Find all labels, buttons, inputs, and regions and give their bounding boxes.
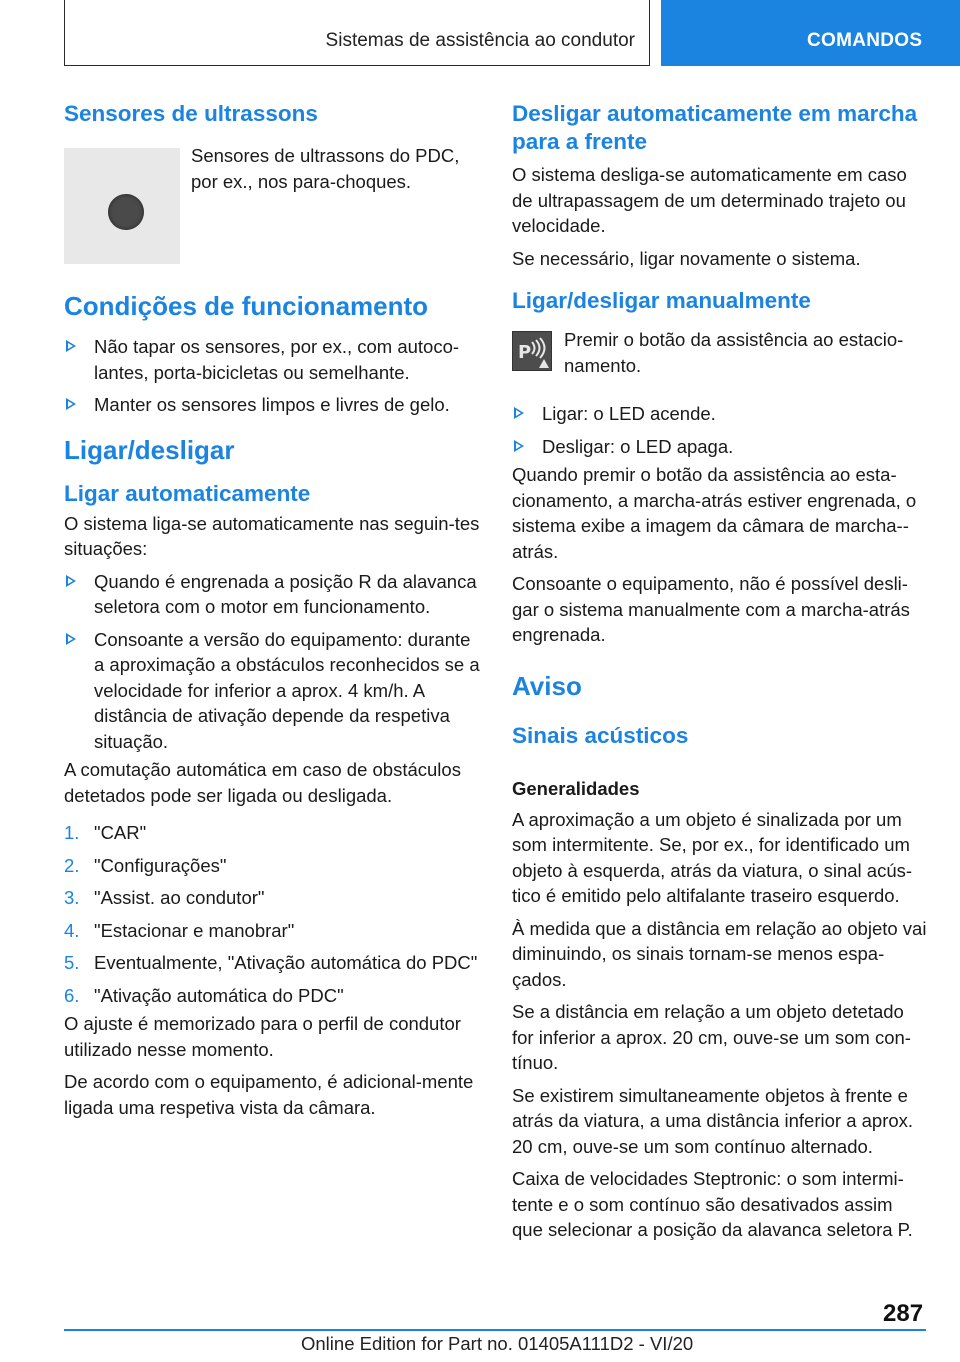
gen-p3: Se a distância em relação a um objeto detetado for inferior a aprox. 20 cm, ouve-se um som con-tínuo. [512, 1001, 911, 1073]
heading-sensores: Sensores de ultrassons [64, 101, 318, 126]
heading-manual: Ligar/desligar manualmente [512, 288, 811, 313]
header-chapter-title: COMANDOS [807, 30, 923, 51]
header-chapter-tab [661, 0, 960, 66]
heading-aviso: Aviso [512, 670, 582, 701]
sensor-icon [108, 194, 144, 230]
sensor-figure-row [64, 100, 482, 228]
memo-text: O ajuste é memorizado para o perfil de condutor utilizado nesse momento. [64, 1013, 461, 1060]
list-item: Quando é engrenada a posição R da alavanca seletora com o motor em funcionamento. [64, 569, 482, 620]
triangle-bullet-icon [66, 633, 76, 645]
list-item: 5. Eventualmente, "Ativação automática do PDC" [64, 952, 478, 973]
heading-ligar-auto: Ligar automaticamente [64, 480, 311, 506]
desligar-text: O sistema desliga-se automaticamente em caso de ultrapassagem de um determinado trajeto ou velocidade. [512, 164, 907, 236]
heading-ligar-desligar: Ligar/desligar [64, 434, 235, 465]
left-column [64, 100, 482, 1127]
page-number: 287 [883, 1300, 924, 1327]
gen-p2: À medida que a distância em relação ao objeto vai diminuindo, os sinais tornam-se menos espa-çados. [512, 917, 927, 990]
triangle-bullet-icon [514, 440, 524, 452]
park-assist-button-row [512, 325, 928, 401]
footer-divider [64, 1329, 926, 1331]
auto-note: A comutação automática em caso de obstáculos detetados pode ser ligada ou desligada. [64, 759, 461, 806]
parking-sensor-icon [513, 332, 553, 372]
svg-text:P: P [518, 342, 532, 363]
list-item: 2. "Configurações" [64, 854, 227, 876]
button-text: Premir o botão da assistência ao estacio-namento. [564, 329, 904, 376]
condicoes-list [64, 334, 482, 418]
heading-condicoes: Condições de funcionamento [64, 291, 429, 321]
gen-p1: A aproximação a um objeto é sinalizada por um som intermitente. Se, por ex., for identificado um objeto à esquerda, atrás da viatura, o sinal acús-tico é emitido pelo altifalante traseiro esquerdo. [512, 808, 913, 906]
list-item: Manter os sensores limpos e livres de gelo. [64, 392, 482, 418]
list-item: 6. "Ativação automática do PDC" [64, 984, 344, 1006]
heading-generalidades: Generalidades [512, 777, 640, 799]
footer-edition: Online Edition for Part no. 01405A111D2 - VI/20 [301, 1333, 694, 1354]
heading-desligar-auto: Desligar automaticamente em marcha para a frente [512, 101, 918, 154]
ultrasonic-sensor-image [64, 148, 180, 264]
auto-list [64, 569, 482, 755]
gen-p4: Se existirem simultaneamente objetos à frente e atrás da viatura, a uma distância inferior a aprox. 20 cm, ouve-se um som contínuo alternado. [512, 1084, 914, 1157]
sensores-text: Sensores de ultrassons do PDC, por ex., nos para-choques. [191, 145, 460, 192]
manual-list [512, 401, 928, 459]
auto-intro: O sistema liga-se automaticamente nas seguin-tes situações: [64, 512, 480, 559]
header-section-box [64, 0, 650, 66]
list-item: 3. "Assist. ao condutor" [64, 887, 265, 908]
manual-p2: Consoante o equipamento, não é possível desli-gar o sistema manualmente com a marcha-atrás engrenada. [512, 573, 910, 645]
list-item: Ligar: o LED acende. [512, 401, 928, 427]
triangle-bullet-icon [66, 398, 76, 410]
triangle-bullet-icon [514, 407, 524, 419]
camera-text: De acordo com o equipamento, é adicional-mente ligada uma respetiva vista da câmara. [64, 1071, 474, 1118]
list-item: 4. "Estacionar e manobrar" [64, 919, 295, 941]
park-assist-button-icon [512, 331, 552, 371]
list-item: 1. "CAR" [64, 822, 147, 843]
steps-list [64, 820, 482, 1008]
header-section-title: Sistemas de assistência ao condutor [325, 30, 635, 51]
right-column [512, 100, 928, 1250]
list-item: Não tapar os sensores, por ex., com autoco-lantes, porta-bicicletas ou semelhante. [64, 334, 482, 385]
manual-p1: Quando premir o botão da assistência ao esta-cionamento, a marcha-atrás estiver engrenada, o sistema exibe a imagem da câmara de marcha--atrás. [512, 464, 917, 562]
gen-p5: Caixa de velocidades Steptronic: o som intermi-tente e o som contínuo são desativados assim que selecionar a posição da alavanca seletora P. [512, 1168, 913, 1240]
heading-sinais: Sinais acústicos [512, 722, 689, 748]
desligar-text-2: Se necessário, ligar novamente o sistema. [512, 247, 861, 269]
list-item: Desligar: o LED apaga. [512, 434, 928, 460]
triangle-bullet-icon [66, 340, 76, 352]
list-item: Consoante a versão do equipamento: durante a aproximação a obstáculos reconhecidos se a velocidade for inferior a aprox. 4 km/h. A distância de ativação depende da respetiva situação. [64, 627, 482, 755]
triangle-bullet-icon [66, 575, 76, 587]
